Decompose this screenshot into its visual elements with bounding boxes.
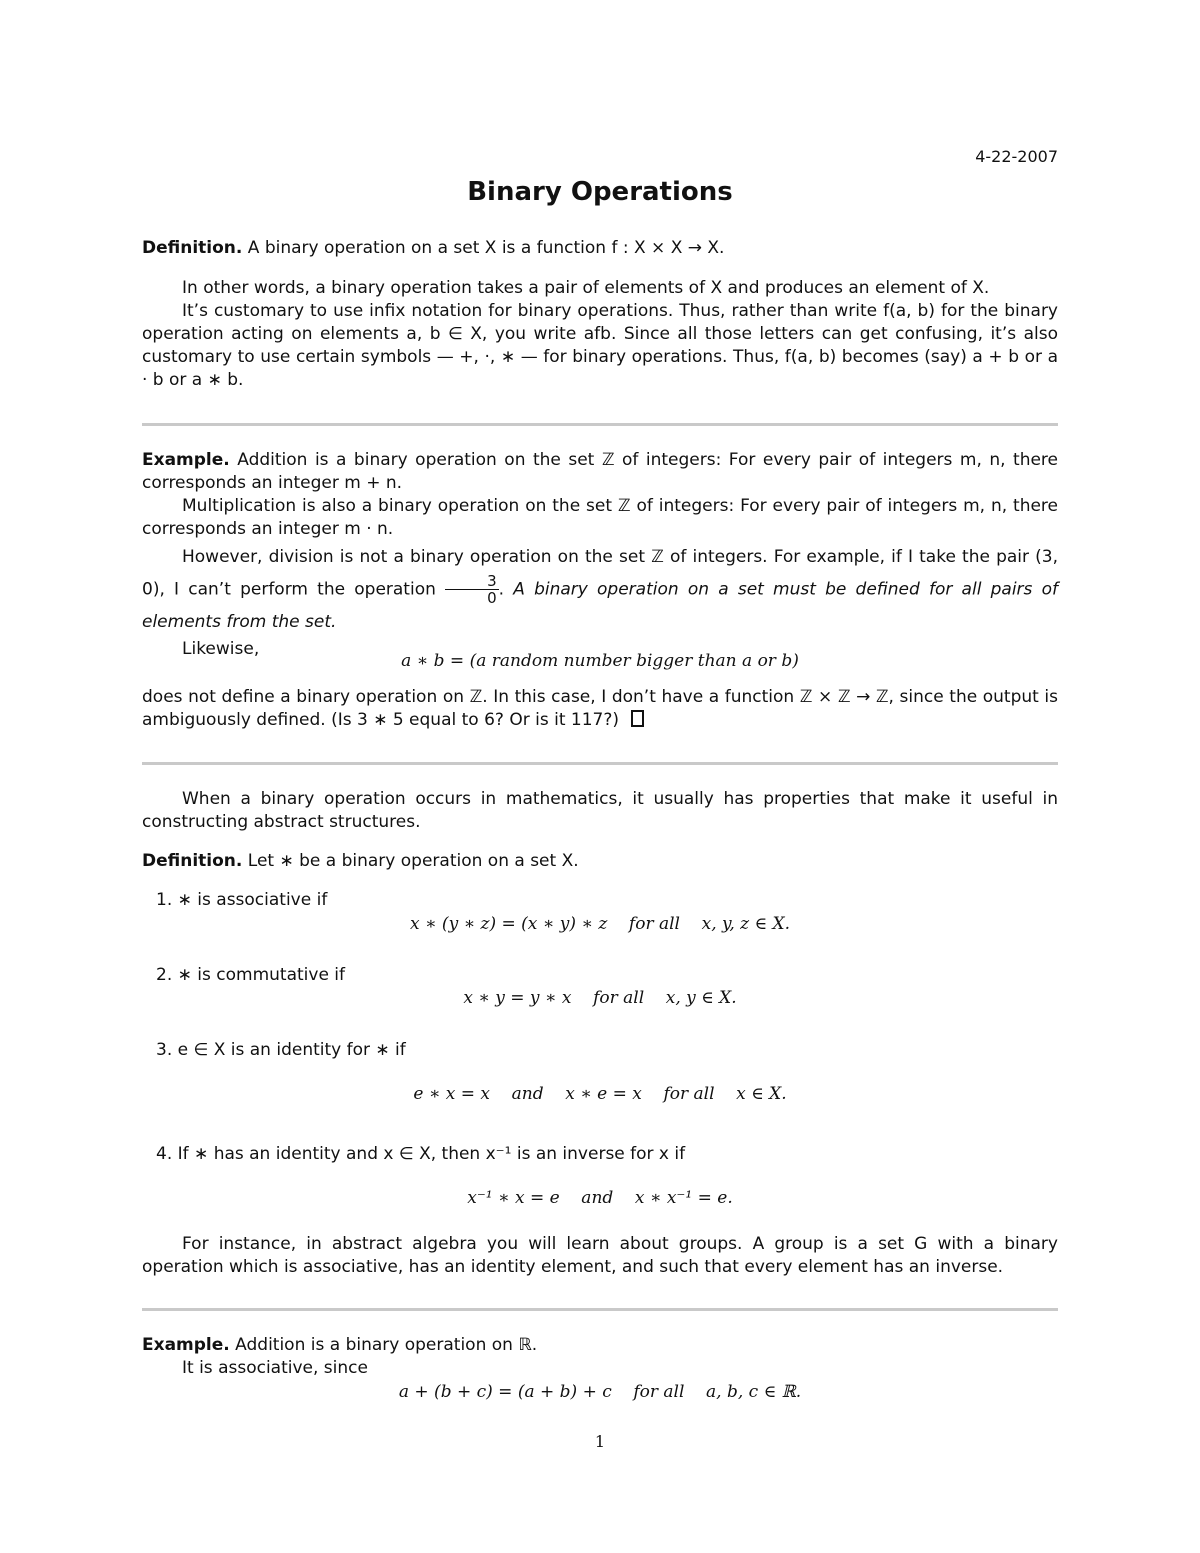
property-inverse: 4. If ∗ has an identity and x ∈ X, then x⁻¹ is an inverse for x if (156, 1144, 686, 1164)
paragraph: However, division is not a binary operation on the set ℤ of integers. For example, if I take the pair (3, 0), I can’t perform the operation $\frac{3}{0}$ . A binary operation on a set must be defined for all pairs of elements from the set. (142, 547, 1058, 632)
example-label: Example. (142, 450, 230, 470)
paragraph: Likewise, (182, 639, 260, 659)
qed-icon (631, 710, 644, 727)
paragraph: Addition is a binary operation on the set ℤ of integers: For every pair of integers m, n, there corresponds an integer m + n. (142, 450, 1058, 493)
page-title: Binary Operations (467, 177, 733, 207)
example-integers (142, 449, 1058, 661)
equation-associative: x ∗ (y ∗ z) = (x ∗ y) ∗ z for all x, y, z ∈ X. (409, 914, 791, 934)
display-equation: a ∗ b = (a random number bigger than a or b) (401, 651, 799, 671)
example-conclusion: does not define a binary operation on ℤ. In this case, I don’t have a function ℤ × ℤ → ℤ, since the output is ambiguously defined. (Is 3 ∗ 5 equal to 6? Or is it 117?) (142, 687, 1058, 730)
property-identity: 3. e ∈ X is an identity for ∗ if (156, 1040, 406, 1060)
definition-binary-operation (142, 237, 1058, 260)
paragraph: It’s customary to use infix notation for binary operations. Thus, rather than write f(a, b) for the binary operation acting on elements a, b ∈ X, you write afb. Since all those letters can get confusing, it’s also customary to use certain symbols — +, ·, ∗ — for binary operations. Thus, f(a, b) becomes (say) a + b or a · b or a ∗ b. (142, 301, 1058, 390)
equation-associative-reals: a + (b + c) = (a + b) + c for all a, b, c ∈ ℝ. (398, 1382, 802, 1402)
definition-label: Definition. (142, 238, 243, 258)
equation-commutative: x ∗ y = y ∗ x for all x, y ∈ X. (463, 988, 737, 1008)
definition-text: A binary operation on a set X is a function f : X × X → X. (247, 238, 725, 258)
example-reals: Example. Addition is a binary operation on ℝ. It is associative, since (142, 1335, 538, 1378)
groups-paragraph: For instance, in abstract algebra you will learn about groups. A group is a set G with a binary operation which is associative, has an identity element, and such that every element has an inverse. (142, 1234, 1058, 1277)
example-label: Example. (142, 1335, 230, 1355)
property-associative: 1. ∗ is associative if (156, 890, 328, 910)
paragraph: Multiplication is also a binary operation on the set ℤ of integers: For every pair of integers m, n, there corresponds an integer m · n. (142, 496, 1058, 539)
fraction: $\frac{3}{0}$ (445, 573, 499, 606)
paragraph: In other words, a binary operation takes a pair of elements of X and produces an element of X. (182, 278, 990, 298)
equation-inverse: x⁻¹ ∗ x = e and x ∗ x⁻¹ = e. (467, 1188, 733, 1208)
definition-properties: Definition. Let ∗ be a binary operation on a set X. (142, 851, 579, 871)
section-divider (142, 1308, 1058, 1311)
property-commutative: 2. ∗ is commutative if (156, 965, 346, 985)
definition-explanation (142, 277, 1058, 392)
definition-label: Definition. (142, 851, 243, 871)
equation-identity: e ∗ x = x and x ∗ e = x for all x ∈ X. (413, 1084, 787, 1104)
section-divider (142, 423, 1058, 426)
section-divider (142, 762, 1058, 765)
page-number: 1 (594, 1432, 606, 1451)
emphasis: A binary operation on a set must be defined for all pairs of elements from the set. (142, 579, 1058, 632)
properties-intro: When a binary operation occurs in mathematics, it usually has properties that make it useful in constructing abstract structures. (142, 789, 1058, 832)
date: 4-22-2007 (975, 147, 1058, 166)
